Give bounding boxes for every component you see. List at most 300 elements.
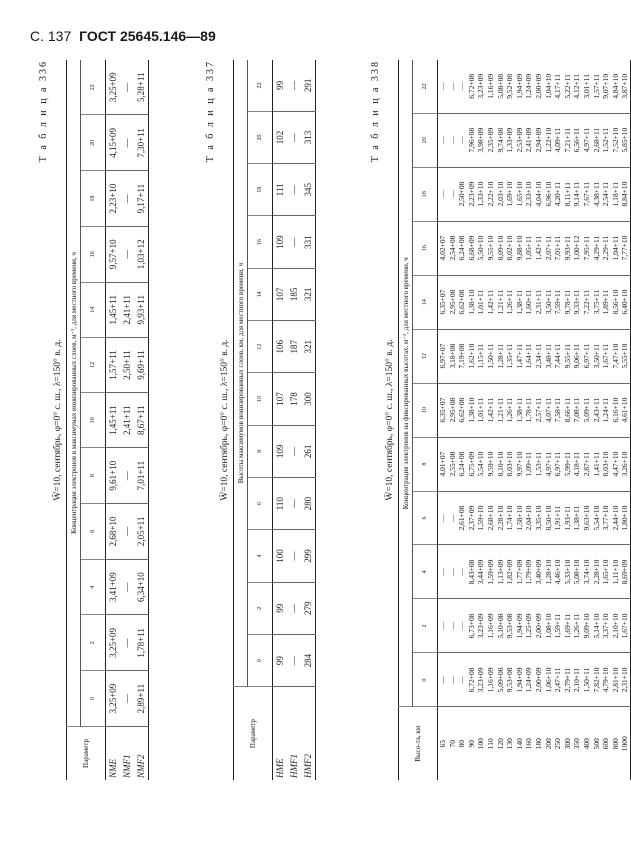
cell-value: 7,44+11 [553,329,563,383]
table-336-block [38,60,149,780]
cell-value: 3,50+11 [592,329,602,383]
hour-header: 10 [81,393,106,448]
cell-value: 2,41+11 [120,282,134,337]
cell-value: 4,84+10 [611,60,621,113]
height-value: 250 [553,738,563,750]
cell-value: 4,07+11 [544,383,554,437]
hour-header: 12 [413,329,438,383]
height-value: 300 [562,738,572,750]
cell-value: 2,79+11 [563,653,573,707]
hour-header: 18 [248,164,273,216]
cell-value: 2,81+10 [611,653,621,707]
cell-value: 1,59+11 [553,599,563,653]
cell-value: — [457,653,467,707]
cell-value: 2,41+11 [120,393,134,448]
cell-value: 6,97+11 [553,437,563,491]
cell-value: — [438,113,448,167]
cell-value: 1,53+11 [534,437,544,491]
cell-value: 7,82+10 [592,653,602,707]
cell-value: 2,54+11 [601,167,611,221]
height-header: Высо-та, км [399,707,438,780]
hour-header: 8 [248,425,273,477]
cell-value: — [120,559,134,615]
table-row [563,60,573,780]
cell-value: 1,91+11 [553,491,563,545]
cell-value: 9,78+11 [563,275,573,329]
cell-value: 1,04+10 [544,60,554,113]
cell-value: 7,30+11 [134,115,149,171]
cell-value: 1,78+11 [134,615,149,671]
cell-value: 1,09+11 [524,437,534,491]
cell-value: 7,59+11 [553,275,563,329]
table-label: Т а б л и ц а 338 [370,60,381,163]
table-row [553,60,563,780]
cell-value: 9,52+08 [505,60,515,113]
cell-value: 1,52+11 [601,113,611,167]
cell-value: 1,67+10 [620,599,630,653]
cell-value: 1,06+10 [544,653,554,707]
cell-value: 2,05+11 [134,504,149,560]
table-row [572,60,582,780]
height-value: 110 [485,738,495,750]
table-row [592,60,602,780]
cell-value: 1,80+10 [620,491,630,545]
cell-value: 1,28+10 [544,545,554,599]
cell-value: 1,24+11 [601,383,611,437]
table-336 [66,60,149,780]
cell-value: 1,13+09 [496,545,506,599]
hour-header: 14 [413,275,438,329]
cell-value: 4,20+11 [553,167,563,221]
cell-value: 2,95+08 [448,275,458,329]
cell-value: — [287,60,301,111]
cell-value: 7,77+10 [620,221,630,275]
cell-value: 4,15+09 [106,115,121,171]
table-row [301,60,316,780]
cell-value: 4,04+10 [534,167,544,221]
cell-value: 107 [273,268,288,320]
cell-value: 1,26+11 [505,275,515,329]
cell-value: 1,94+09 [515,60,525,113]
cell-value: 331 [301,216,316,268]
hour-header: 8 [81,448,106,504]
cell-value: 3,40+09 [534,545,544,599]
cell-value: 5,09+08 [496,653,506,707]
cell-value: 6,62+08 [457,275,467,329]
cell-value: 6,97+07 [438,329,448,383]
cell-value: 1,38+11 [572,491,582,545]
table-row [486,60,496,780]
cell-value: 1,01+11 [476,383,486,437]
cell-value: 2,94+09 [534,113,544,167]
cell-value: — [120,60,134,115]
cell-value: — [448,60,458,113]
cell-value: 3,87+10 [620,60,630,113]
cell-value: 185 [287,268,301,320]
cell-value: 4,02+07 [438,221,448,275]
hour-header: 6 [81,504,106,560]
hour-header: 20 [248,111,273,163]
cell-value: 100 [273,530,288,582]
cell-value: 8,67+11 [134,393,149,448]
param-name: HME [275,758,285,778]
cell-value: 1,45+11 [106,282,121,337]
hour-header: 12 [248,321,273,373]
cell-value: 8,09+10 [496,221,506,275]
cell-value: 345 [301,164,316,216]
table-row [134,60,149,780]
height-value: 160 [524,738,534,750]
cell-value: 2,68+11 [592,113,602,167]
cell-value: 8,03+10 [505,437,515,491]
cell-value: 5,08+08 [496,60,506,113]
cell-value: 9,53+08 [505,599,515,653]
table-row [601,60,611,780]
cell-value: 3,01+11 [582,60,592,113]
cell-value: 2,53+09 [515,113,525,167]
cell-value: 1,50+11 [582,653,592,707]
hour-header: 0 [413,653,438,707]
hour-header: 2 [81,615,106,671]
cell-value: 1,01+11 [476,275,486,329]
cell-value: 3,98+09 [476,113,486,167]
height-value: 1000 [620,736,630,752]
height-value: 400 [581,738,591,750]
cell-value: 3,48+11 [544,329,554,383]
cell-value: 1,16+09 [486,653,496,707]
hour-header: 14 [81,282,106,337]
cell-value: 2,31+10 [620,653,630,707]
cell-value: 3,26+10 [620,437,630,491]
hour-header: 22 [81,60,106,115]
cell-value: 8,43+08 [467,545,477,599]
cell-value: 299 [301,530,316,582]
cell-value: 9,88+10 [515,221,525,275]
hour-header: 16 [81,226,106,282]
cell-value: 2,61+08 [457,491,467,545]
cell-value: 1,33+10 [476,167,486,221]
cell-value: 102 [273,111,288,163]
cell-value: 1,60+11 [524,275,534,329]
cell-value: 9,09+10 [582,599,592,653]
cell-value: 9,63+10 [582,491,592,545]
cell-value: 6,40+10 [620,275,630,329]
cell-value: — [120,671,134,727]
cell-value: 2,10+11 [572,653,582,707]
cell-value: 2,54+08 [448,221,458,275]
cell-value: 2,00+09 [534,653,544,707]
cell-value: 9,55+10 [486,221,496,275]
table-label: Т а б л и ц а 336 [38,60,49,163]
cell-value: — [457,113,467,167]
cell-value: — [287,477,301,529]
cell-value: 2,44+10 [611,491,621,545]
cell-value: 1,38+10 [467,383,477,437]
cell-value: 8,03+10 [601,437,611,491]
cell-value: 6,97+11 [582,329,592,383]
cell-value: 5,09+11 [582,383,592,437]
cell-value: 1,69+10 [505,167,515,221]
cell-value: 1,21+11 [496,275,506,329]
cell-value: 1,00+12 [572,221,582,275]
table-337 [233,60,316,780]
cell-value: 5,99+11 [563,437,573,491]
cell-value: 1,62+10 [467,329,477,383]
cell-value: 9,06+11 [572,329,582,383]
cell-value: 110 [273,477,288,529]
cell-value: — [448,113,458,167]
hour-header: 20 [413,113,438,167]
cell-value: — [438,599,448,653]
cell-value: 3,25+09 [106,60,121,115]
hour-header: 6 [248,477,273,529]
cell-value: 2,07+11 [544,221,554,275]
cell-value: 1,65+10 [515,167,525,221]
table-row [582,60,592,780]
cell-value: 3,74+10 [582,545,592,599]
cell-value: — [438,167,448,221]
cell-value: — [287,111,301,163]
hour-header: 2 [248,582,273,634]
cell-value: — [287,634,301,686]
cell-value: — [448,491,458,545]
param-name: NMF2 [136,754,146,778]
cell-value: 109 [273,425,288,477]
height-value: 65 [438,739,447,748]
cell-value: 1,58+10 [515,491,525,545]
hour-header: 14 [248,268,273,320]
height-value: 180 [533,738,543,750]
cell-value: 1,16+09 [486,60,496,113]
group-header: Концентрация электронов на фиксированных высотах, м⁻³, для местного времени, ч [399,60,413,707]
cell-value: 3,50+11 [544,275,554,329]
cell-value: — [448,599,458,653]
cell-value: 178 [287,373,301,425]
group-header: Высоты максимумов ионизированных слоев, км, для местного времени, ч [234,60,248,687]
cell-value: 6,16+10 [611,383,621,437]
cell-value: 3,75+11 [592,275,602,329]
cell-value: 261 [301,425,316,477]
cell-value: 1,18+11 [611,167,621,221]
table-row [273,60,288,780]
standard-number: ГОСТ 25645.146—89 [79,28,216,44]
cell-value: 1,25+09 [524,599,534,653]
cell-value: 9,55+11 [563,329,573,383]
cell-value: 321 [301,321,316,373]
cell-value: 2,41+09 [524,113,534,167]
cell-value: — [438,60,448,113]
cell-value: 2,10+10 [611,599,621,653]
table-row [505,60,515,780]
cell-value: 9,57+10 [106,226,121,282]
cell-value: 4,18+11 [572,437,582,491]
cell-value: 99 [273,582,288,634]
cell-value: 1,38+10 [467,275,477,329]
cell-value: 1,57+11 [106,337,121,392]
cell-value: 4,61+10 [620,383,630,437]
cell-value: 1,08+10 [544,599,554,653]
cell-value: 1,65+10 [601,545,611,599]
cell-value: 8,84+10 [620,167,630,221]
cell-value: 9,61+10 [106,448,121,504]
cell-value: 9,53+08 [505,653,515,707]
cell-value: — [120,448,134,504]
table-337-block [205,60,316,780]
cell-value: 7,01+11 [134,448,149,504]
param-header: Параметр [67,726,106,780]
cell-value: 1,74+10 [505,491,515,545]
cell-value: 1,24+09 [524,60,534,113]
cell-value: 2,31+11 [534,275,544,329]
cell-value: 2,23+10 [106,171,121,227]
cell-value: 6,72+08 [467,60,477,113]
cell-value: — [287,164,301,216]
cell-value: 7,58+11 [553,383,563,437]
table-338 [398,60,631,780]
cell-value: 2,29+11 [601,221,611,275]
cell-value: 107 [273,373,288,425]
cell-value: 1,50+11 [486,329,496,383]
cell-value: — [438,653,448,707]
cell-value: 2,22+10 [486,167,496,221]
cell-value: 9,59+10 [486,437,496,491]
cell-value: 8,10+10 [496,437,506,491]
cell-value: 8,50+10 [544,491,554,545]
height-value: 80 [457,739,467,748]
cell-value: 4,01+07 [438,437,448,491]
table-label: Т а б л и ц а 337 [205,60,216,163]
hour-header: 0 [248,634,273,686]
cell-value: 5,54+10 [476,437,486,491]
cell-value: 3,37+10 [601,599,611,653]
cell-value: 6,75+09 [467,437,477,491]
hour-header: 4 [248,530,273,582]
cell-value: 5,14+10 [592,599,602,653]
cell-value: 1,22+10 [544,113,554,167]
cell-value: 4,97+11 [544,437,554,491]
cell-value: 4,09+11 [553,113,563,167]
cell-value: 1,77+09 [515,545,525,599]
table-row [457,60,467,780]
cell-value: — [120,115,134,171]
cell-value: 1,79+09 [524,545,534,599]
page-header [30,28,216,44]
table-row [524,60,534,780]
cell-value: 2,50+11 [120,337,134,392]
hour-header: 10 [413,383,438,437]
table-caption: W̄=10, сентябрь, φ=0° с. ш., λ=150° в. д. [53,339,63,501]
hour-header: 6 [413,491,438,545]
cell-value: 8,66+11 [563,383,573,437]
cell-value: 7,21+11 [563,113,573,167]
cell-value: 4,46+10 [553,545,563,599]
cell-value: 6,68+09 [467,221,477,275]
cell-value: 1,57+11 [592,60,602,113]
cell-value: — [457,599,467,653]
cell-value: 1,42+11 [486,275,496,329]
cell-value: 7,08+11 [572,383,582,437]
cell-value: 1,38+11 [515,383,525,437]
cell-value: 8,02+10 [505,221,515,275]
cell-value: 321 [301,268,316,320]
group-header: Концентрация электронов в максимумах ионизированных слоев, м⁻³, для местного времени, ч [67,60,81,726]
cell-value: 2,43+11 [592,383,602,437]
cell-value: 9,97+10 [515,437,525,491]
cell-value: 6,56+11 [572,113,582,167]
cell-value: 2,04+10 [524,491,534,545]
cell-value: 2,28+10 [592,545,602,599]
hour-header: 0 [81,671,106,727]
cell-value: 5,33+10 [563,545,573,599]
hour-header: 10 [248,373,273,425]
cell-value: 7,19+08 [457,329,467,383]
table-caption: W̄=10, сентябрь, φ=0° с. ш., λ=150° в. д. [385,339,395,501]
hour-header: 4 [413,545,438,599]
cell-value: 6,72+08 [467,653,477,707]
cell-value: 3,77+10 [601,491,611,545]
cell-value: 2,87+11 [582,437,592,491]
cell-value: 5,54+10 [592,491,602,545]
cell-value: 1,33+09 [505,113,515,167]
cell-value: — [448,167,458,221]
cell-value: 3,23+09 [476,653,486,707]
cell-value: 2,00+09 [534,60,544,113]
cell-value: 2,55+08 [448,437,458,491]
cell-value: 9,74+08 [496,113,506,167]
cell-value: 284 [301,634,316,686]
cell-value: 7,95+11 [582,221,592,275]
height-value: 600 [601,738,611,750]
cell-value: 4,79+10 [601,653,611,707]
table-row [476,60,486,780]
cell-value: 1,03+12 [134,226,149,282]
table-row [611,60,621,780]
hour-header: 8 [413,437,438,491]
hour-header: 22 [248,60,273,111]
height-value: 70 [447,739,457,748]
table-row [287,60,301,780]
cell-value: — [448,545,458,599]
cell-value: 1,67+11 [601,329,611,383]
cell-value: 1,59+09 [486,545,496,599]
cell-value: — [120,171,134,227]
cell-value: 2,89+11 [134,671,149,727]
height-value: 800 [610,738,620,750]
table-338-block [370,60,631,780]
cell-value: 3,44+09 [476,545,486,599]
cell-value: 1,11+10 [611,545,621,599]
cell-value: 6,24+08 [457,437,467,491]
cell-value: 1,38+11 [515,275,525,329]
cell-value: 1,26+11 [505,383,515,437]
cell-value: 1,28+11 [496,329,506,383]
cell-value: 1,78+11 [524,383,534,437]
cell-value: 111 [273,164,288,216]
hour-header: 20 [81,115,106,171]
page-number: С. 137 [30,28,72,44]
table-row [496,60,506,780]
table-row [467,60,477,780]
cell-value: 3,25+09 [106,615,121,671]
cell-value: 106 [273,321,288,373]
cell-value: — [120,226,134,282]
cell-value: 6,35+07 [438,383,448,437]
cell-value: 99 [273,634,288,686]
cell-value: — [438,491,448,545]
cell-value: 1,42+11 [534,221,544,275]
cell-value: 9,33+11 [572,275,582,329]
cell-value: 2,28+10 [496,491,506,545]
